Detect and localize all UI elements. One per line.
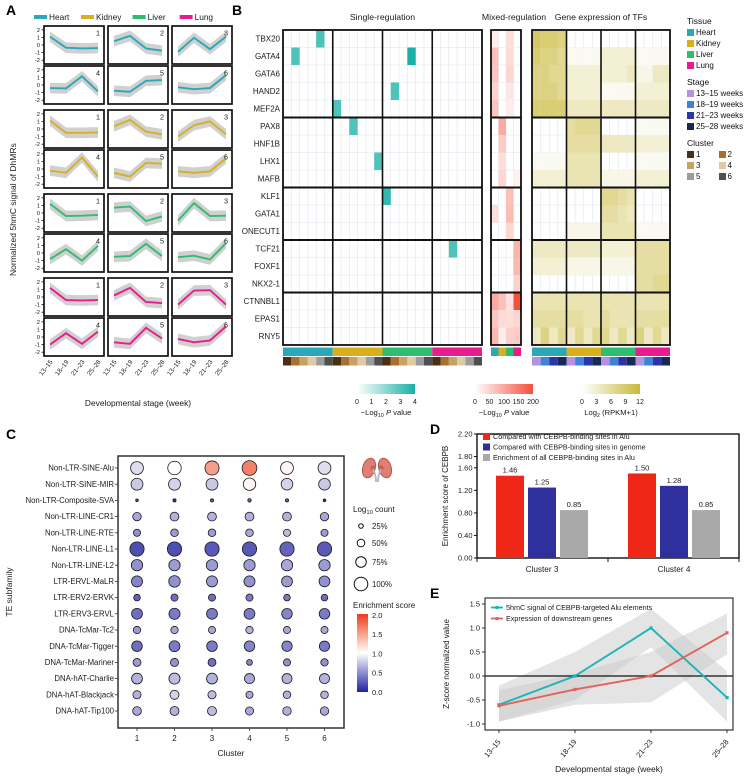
subplot xyxy=(35,26,104,64)
svg-text:0.85: 0.85 xyxy=(698,500,714,510)
panel-d-bars xyxy=(496,463,720,558)
subplot xyxy=(35,194,104,232)
svg-text:-1: -1 xyxy=(34,90,40,97)
svg-text:KLF1: KLF1 xyxy=(260,192,280,202)
legend-item: 2 xyxy=(719,149,746,160)
svg-text:Single-regulation: Single-regulation xyxy=(349,12,416,22)
svg-text:Cluster 3: Cluster 3 xyxy=(525,565,559,574)
svg-text:0.0: 0.0 xyxy=(469,671,480,681)
legend-swatch xyxy=(687,62,694,69)
svg-text:GATA1: GATA1 xyxy=(254,209,280,219)
legend-swatch xyxy=(719,162,726,169)
svg-text:DNA-hAT-Charlie: DNA-hAT-Charlie xyxy=(54,674,114,684)
panel-d-bar-chart xyxy=(437,424,746,592)
svg-text:0.5: 0.5 xyxy=(372,668,383,678)
svg-text:2: 2 xyxy=(36,195,40,202)
legend-item: Liver xyxy=(687,49,746,60)
svg-text:4: 4 xyxy=(96,68,100,78)
svg-text:2: 2 xyxy=(36,67,40,74)
legend-title: Stage xyxy=(687,77,710,87)
svg-text:9: 9 xyxy=(623,399,628,406)
legend-item: 18–19 weeks xyxy=(687,99,746,110)
svg-text:LTR-ERV2-ERVK: LTR-ERV2-ERVK xyxy=(53,593,114,603)
svg-text:0: 0 xyxy=(473,399,477,406)
panel-d-legend xyxy=(483,432,646,462)
annotation-bars xyxy=(283,348,482,366)
svg-text:75%: 75% xyxy=(372,557,388,567)
panel-label-a: A xyxy=(6,2,17,18)
svg-text:MAFB: MAFB xyxy=(257,174,280,184)
svg-text:Enrichment of all CEBPB-bindin: Enrichment of all CEBPB-binding sites in Alu xyxy=(493,453,635,462)
svg-text:2: 2 xyxy=(36,319,40,326)
panel-label-e: E xyxy=(430,585,440,601)
legend-swatch xyxy=(687,40,694,47)
legend-item: 4 xyxy=(719,160,746,171)
svg-text:150: 150 xyxy=(512,399,525,406)
panel-b-legend xyxy=(687,10,746,182)
svg-text:Enrichment score: Enrichment score xyxy=(353,601,416,610)
svg-text:0: 0 xyxy=(36,251,40,257)
svg-text:Non-LTR-LINE-CR1: Non-LTR-LINE-CR1 xyxy=(44,512,114,522)
svg-text:HAND2: HAND2 xyxy=(252,87,280,97)
svg-text:21–23: 21–23 xyxy=(134,358,151,378)
svg-text:5: 5 xyxy=(160,152,164,162)
svg-text:0: 0 xyxy=(36,83,40,89)
annotation-bars xyxy=(491,348,521,357)
svg-text:4: 4 xyxy=(413,399,417,406)
panel-c-x-axis xyxy=(135,728,328,758)
svg-text:Non-LTR-LINE-L1: Non-LTR-LINE-L1 xyxy=(51,544,114,554)
legend-swatch xyxy=(687,51,694,58)
subplot xyxy=(35,110,104,148)
panel-b-section-1 xyxy=(491,30,521,356)
svg-text:Kidney: Kidney xyxy=(96,12,122,22)
svg-text:Expression of downstream genes: Expression of downstream genes xyxy=(506,614,613,623)
svg-text:-2: -2 xyxy=(34,226,40,233)
svg-text:2: 2 xyxy=(160,28,164,38)
svg-text:5: 5 xyxy=(160,320,164,330)
legend-title: Tissue xyxy=(687,16,712,26)
panel-d-y-axis-title: Enrichment score of CEBPB xyxy=(441,445,450,547)
svg-text:6: 6 xyxy=(224,236,228,246)
svg-text:-2: -2 xyxy=(34,58,40,65)
svg-text:0.80: 0.80 xyxy=(457,508,473,518)
panel-a-y-axis-title: Normalized 5hmC signal of DhMRs xyxy=(8,143,18,277)
subplot xyxy=(108,150,168,188)
svg-text:Compared with CEBPB-binding si: Compared with CEBPB-binding sites in genome xyxy=(493,442,646,452)
svg-text:DNA-TcMar-Tigger: DNA-TcMar-Tigger xyxy=(49,641,114,651)
svg-text:18–19: 18–19 xyxy=(54,358,71,378)
svg-text:13–15: 13–15 xyxy=(38,358,55,378)
svg-text:1.50: 1.50 xyxy=(634,463,650,473)
legend-swatch xyxy=(687,123,694,130)
svg-text:Non-LTR-SINE-Alu: Non-LTR-SINE-Alu xyxy=(48,463,114,473)
svg-text:-1: -1 xyxy=(34,302,40,309)
legend-item: Lung xyxy=(687,60,746,71)
subplot xyxy=(35,318,104,377)
legend-swatch xyxy=(719,151,726,158)
svg-text:Cluster 4: Cluster 4 xyxy=(657,565,691,574)
svg-text:1.28: 1.28 xyxy=(666,475,682,485)
svg-text:25–28: 25–28 xyxy=(86,358,103,378)
svg-text:1: 1 xyxy=(36,75,40,82)
svg-text:13–15: 13–15 xyxy=(482,737,503,760)
svg-text:DNA-hAT-Tip100: DNA-hAT-Tip100 xyxy=(55,706,114,716)
svg-text:1.25: 1.25 xyxy=(534,477,550,487)
svg-text:TCF21: TCF21 xyxy=(255,244,280,254)
size-legend xyxy=(353,505,395,591)
legend-swatch xyxy=(687,90,694,97)
panel-c-row-labels xyxy=(25,464,118,716)
svg-text:21–23: 21–23 xyxy=(634,737,655,760)
svg-text:Compared with CEBPB-binding si: Compared with CEBPB-binding sites in Alu xyxy=(493,432,630,441)
svg-text:25–28: 25–28 xyxy=(710,737,731,760)
legend-swatch xyxy=(687,173,694,180)
svg-text:−Log10 P value: −Log$_{10}$ P value xyxy=(360,408,412,419)
svg-text:0: 0 xyxy=(36,295,40,301)
subplot xyxy=(35,66,104,104)
legend-swatch xyxy=(687,162,694,169)
legend-item: 13–15 weeks xyxy=(687,88,746,99)
svg-text:Heart: Heart xyxy=(49,12,70,22)
svg-text:100%: 100% xyxy=(372,579,392,589)
svg-text:2: 2 xyxy=(36,27,40,34)
svg-text:5: 5 xyxy=(160,68,164,78)
svg-text:50%: 50% xyxy=(372,538,388,548)
svg-text:Non-LTR-LINE-RTE: Non-LTR-LINE-RTE xyxy=(44,528,114,538)
svg-text:1: 1 xyxy=(36,119,40,126)
svg-text:DNA-hAT-Blackjack: DNA-hAT-Blackjack xyxy=(46,690,114,700)
panel-e-legend xyxy=(491,603,653,623)
svg-text:Non-LTR-SINE-MIR: Non-LTR-SINE-MIR xyxy=(45,479,114,489)
panel-c-bubbles xyxy=(130,461,332,716)
svg-text:18–19: 18–19 xyxy=(118,358,135,378)
svg-text:DNA-TcMar-Mariner: DNA-TcMar-Mariner xyxy=(44,658,114,667)
svg-text:3: 3 xyxy=(224,280,228,290)
svg-text:Developmental stage (week): Developmental stage (week) xyxy=(555,764,663,774)
svg-text:EPAS1: EPAS1 xyxy=(254,314,280,324)
svg-text:1.20: 1.20 xyxy=(457,485,473,495)
svg-text:0: 0 xyxy=(36,211,40,217)
svg-text:13–15: 13–15 xyxy=(102,358,119,378)
svg-text:2: 2 xyxy=(36,235,40,242)
svg-text:DNA-TcMar-Tc2: DNA-TcMar-Tc2 xyxy=(58,625,114,635)
svg-text:2: 2 xyxy=(160,112,164,122)
svg-text:2: 2 xyxy=(36,111,40,118)
svg-text:-1: -1 xyxy=(34,258,40,265)
svg-text:25%: 25% xyxy=(372,521,388,531)
legend-item: 5 xyxy=(687,171,715,182)
svg-text:6: 6 xyxy=(322,734,327,743)
panel-a-tissue-legend xyxy=(34,12,213,22)
subplot xyxy=(108,66,168,104)
svg-text:Non-LTR-Composite-SVA: Non-LTR-Composite-SVA xyxy=(25,496,114,505)
svg-text:NKX2-1: NKX2-1 xyxy=(251,279,280,289)
subplot xyxy=(102,318,168,377)
svg-text:FOXF1: FOXF1 xyxy=(254,262,280,272)
svg-text:0.0: 0.0 xyxy=(372,687,383,697)
svg-text:0.5: 0.5 xyxy=(469,647,480,657)
subplot xyxy=(172,194,232,232)
svg-text:RNY5: RNY5 xyxy=(258,332,280,342)
svg-text:1: 1 xyxy=(96,196,100,206)
legend-item: 21–23 weeks xyxy=(687,110,746,121)
svg-text:-1: -1 xyxy=(34,342,40,349)
svg-text:1.5: 1.5 xyxy=(372,630,383,640)
svg-text:1.0: 1.0 xyxy=(372,649,383,659)
legend-item: 6 xyxy=(719,171,746,182)
svg-text:1: 1 xyxy=(36,327,40,334)
svg-text:-1: -1 xyxy=(34,174,40,181)
svg-text:2.20: 2.20 xyxy=(457,429,473,439)
svg-text:2: 2 xyxy=(160,280,164,290)
subplot xyxy=(108,110,168,148)
kidney-icon xyxy=(360,457,393,482)
svg-text:−Log10 P value: −Log$_{10}$ P value xyxy=(478,408,530,419)
legend-item: 25–28 weeks xyxy=(687,121,746,132)
panel-c-y-axis-title: TE subfamily xyxy=(4,567,14,617)
panel-label-d: D xyxy=(430,421,441,437)
svg-text:1: 1 xyxy=(96,280,100,290)
svg-text:3: 3 xyxy=(209,734,215,743)
subplot xyxy=(35,234,104,272)
svg-text:1: 1 xyxy=(36,203,40,210)
svg-text:3: 3 xyxy=(224,112,228,122)
subplot xyxy=(35,150,104,188)
svg-text:18–19: 18–19 xyxy=(558,737,579,760)
svg-text:-2: -2 xyxy=(34,142,40,149)
svg-text:-1: -1 xyxy=(34,134,40,141)
svg-text:25–28: 25–28 xyxy=(214,358,231,378)
panel-b-section-0 xyxy=(283,30,482,366)
svg-text:6: 6 xyxy=(224,152,228,162)
svg-text:-1: -1 xyxy=(34,50,40,57)
svg-text:200: 200 xyxy=(527,399,539,406)
svg-text:1: 1 xyxy=(36,35,40,42)
svg-text:2: 2 xyxy=(36,151,40,158)
panel-b-colorbar-1 xyxy=(473,384,539,419)
panel-b-gene-labels xyxy=(242,35,281,342)
svg-text:1: 1 xyxy=(36,243,40,250)
svg-text:6: 6 xyxy=(224,320,228,330)
svg-text:0: 0 xyxy=(355,399,359,406)
svg-text:12: 12 xyxy=(636,399,644,406)
svg-text:0: 0 xyxy=(36,167,40,173)
svg-text:1: 1 xyxy=(36,159,40,166)
svg-text:Gene expression of TFs: Gene expression of TFs xyxy=(554,12,648,22)
svg-text:1: 1 xyxy=(96,112,100,122)
svg-text:0.85: 0.85 xyxy=(566,500,582,510)
legend-item: Heart xyxy=(687,27,746,38)
svg-text:PAX8: PAX8 xyxy=(260,122,280,132)
svg-text:MEF2A: MEF2A xyxy=(253,104,280,114)
svg-text:-1.0: -1.0 xyxy=(467,719,480,729)
svg-text:2: 2 xyxy=(36,279,40,286)
panel-b-heatmap xyxy=(232,4,746,428)
panel-b-section-2 xyxy=(532,30,670,366)
subplot xyxy=(172,278,232,316)
svg-text:4: 4 xyxy=(96,152,100,162)
subplot xyxy=(108,194,168,232)
svg-text:-1: -1 xyxy=(34,218,40,225)
svg-text:4: 4 xyxy=(247,734,252,743)
svg-text:21–23: 21–23 xyxy=(70,358,87,378)
legend-swatch xyxy=(687,112,694,119)
legend-swatch xyxy=(687,101,694,108)
svg-text:Non-LTR-LINE-L2: Non-LTR-LINE-L2 xyxy=(51,560,114,570)
subplot xyxy=(108,26,168,64)
legend-swatch xyxy=(719,173,726,180)
svg-text:LTR-ERVL-MaLR: LTR-ERVL-MaLR xyxy=(53,577,114,586)
panel-a-tissue-liver xyxy=(35,194,232,272)
svg-text:1: 1 xyxy=(96,28,100,38)
svg-text:Log10 count: Log$_{10}$ count xyxy=(353,505,395,516)
svg-text:18–19: 18–19 xyxy=(182,358,199,378)
svg-text:-2: -2 xyxy=(34,98,40,105)
legend-title: Cluster xyxy=(687,138,714,148)
svg-text:4: 4 xyxy=(96,320,100,330)
svg-text:Liver: Liver xyxy=(147,12,166,22)
legend-swatch xyxy=(687,29,694,36)
panel-b-section-titles xyxy=(350,12,648,22)
legend-item: Kidney xyxy=(687,38,746,49)
svg-text:GATA6: GATA6 xyxy=(254,69,280,79)
svg-text:5: 5 xyxy=(160,236,164,246)
svg-text:2: 2 xyxy=(384,399,388,406)
svg-text:6: 6 xyxy=(224,68,228,78)
enrichment-score-legend xyxy=(353,601,416,697)
svg-text:1: 1 xyxy=(369,399,374,406)
panel-e-line-chart xyxy=(437,590,746,779)
svg-text:2: 2 xyxy=(160,196,164,206)
svg-text:-2: -2 xyxy=(34,266,40,273)
svg-text:-2: -2 xyxy=(34,182,40,189)
cluster-legend-grid xyxy=(687,149,746,182)
panel-label-c: C xyxy=(6,426,17,442)
svg-text:-0.5: -0.5 xyxy=(467,695,480,705)
svg-text:3: 3 xyxy=(224,28,228,38)
svg-text:0.00: 0.00 xyxy=(457,553,473,563)
panel-label-b: B xyxy=(232,2,243,18)
svg-text:1: 1 xyxy=(134,734,140,743)
svg-text:CTNNBL1: CTNNBL1 xyxy=(243,297,280,307)
svg-text:0: 0 xyxy=(580,399,584,406)
panel-a-tissue-kidney xyxy=(35,110,232,188)
svg-text:6: 6 xyxy=(609,399,613,406)
subplot xyxy=(35,278,104,316)
svg-text:3: 3 xyxy=(224,196,228,206)
svg-text:50: 50 xyxy=(485,399,494,406)
svg-text:25–28: 25–28 xyxy=(150,358,167,378)
svg-text:5hmC signal of CEBPB-targeted: 5hmC signal of CEBPB-targeted Alu elements xyxy=(506,603,653,612)
svg-text:1.0: 1.0 xyxy=(469,623,480,633)
subplot xyxy=(172,110,232,148)
svg-text:1: 1 xyxy=(36,287,40,294)
panel-a-tissue-heart xyxy=(35,26,232,104)
svg-text:LTR-ERV3-ERVL: LTR-ERV3-ERVL xyxy=(54,609,114,619)
svg-text:1.80: 1.80 xyxy=(457,452,473,462)
panel-e-y-axis-title: Z-score normalized value xyxy=(442,619,451,709)
svg-text:HNF1B: HNF1B xyxy=(253,139,280,149)
svg-text:-2: -2 xyxy=(34,350,40,357)
svg-text:0: 0 xyxy=(36,335,40,341)
svg-text:ONECUT1: ONECUT1 xyxy=(241,227,280,237)
panel-b-colorbar-0 xyxy=(355,384,417,419)
annotation-bars xyxy=(532,348,670,366)
svg-text:3: 3 xyxy=(398,399,403,406)
subplot xyxy=(172,150,232,188)
svg-text:TBX20: TBX20 xyxy=(255,34,280,44)
svg-text:0: 0 xyxy=(36,127,40,133)
svg-text:100: 100 xyxy=(498,399,510,406)
svg-text:GATA4: GATA4 xyxy=(254,52,280,62)
legend-item: 3 xyxy=(687,160,715,171)
svg-text:3: 3 xyxy=(594,399,599,406)
subplot xyxy=(172,26,232,64)
svg-text:Cluster: Cluster xyxy=(217,748,245,758)
svg-text:2: 2 xyxy=(172,734,177,743)
svg-text:LHX1: LHX1 xyxy=(259,157,280,167)
legend-item: 1 xyxy=(687,149,715,160)
subplot xyxy=(108,278,168,316)
svg-text:0.40: 0.40 xyxy=(457,531,473,541)
panel-a-x-axis-title: Developmental stage (week) xyxy=(84,398,192,408)
svg-text:Log2 (RPKM+1): Log$_2$ (RPKM+1) xyxy=(584,408,638,419)
svg-text:Lung: Lung xyxy=(194,12,214,22)
panel-a-tissue-lung xyxy=(35,278,232,377)
svg-text:21–23: 21–23 xyxy=(198,358,215,378)
subplot xyxy=(172,234,232,272)
panel-a-chart xyxy=(0,8,262,428)
svg-text:5: 5 xyxy=(284,734,290,743)
svg-text:4: 4 xyxy=(96,236,100,246)
svg-text:1.60: 1.60 xyxy=(457,463,473,473)
subplot xyxy=(108,234,168,272)
panel-b-colorbar-2 xyxy=(580,384,644,419)
svg-text:0: 0 xyxy=(36,43,40,49)
svg-text:2.0: 2.0 xyxy=(372,611,383,620)
svg-text:Mixed-regulation: Mixed-regulation xyxy=(481,12,547,22)
svg-text:13–15: 13–15 xyxy=(166,358,183,378)
svg-text:1.46: 1.46 xyxy=(502,465,518,475)
legend-swatch xyxy=(687,151,694,158)
svg-text:1.5: 1.5 xyxy=(469,599,480,609)
subplot xyxy=(166,318,232,377)
svg-text:-2: -2 xyxy=(34,310,40,317)
subplot xyxy=(172,66,232,104)
